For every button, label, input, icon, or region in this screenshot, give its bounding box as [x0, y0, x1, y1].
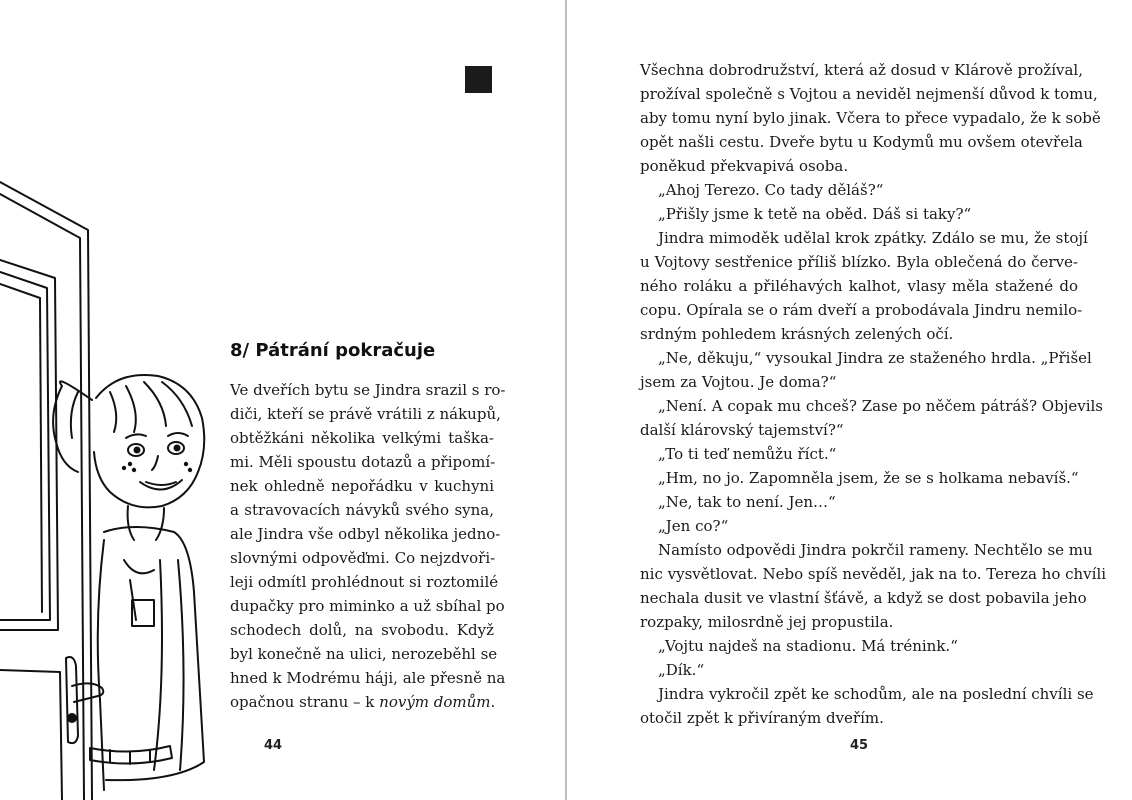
- text-line: nek ohledně nepořádku v kuchyni: [230, 477, 494, 495]
- text-line: ného roláku a přiléhavých kalhot, vlasy měla stažené do: [640, 277, 1078, 295]
- chapter-thumb-tab: [465, 66, 492, 93]
- left-page: [0, 0, 565, 800]
- page-number-left: 44: [264, 738, 283, 753]
- text-line: opět našli cestu. Dveře bytu u Kodymů mu ovšem otevřela: [640, 133, 1083, 151]
- text-line: diči, kteří se právě vrátili z nákupů,: [230, 405, 501, 423]
- text-line: mi. Měli spoustu dotazů a připomí-: [230, 453, 496, 471]
- page-number-right: 45: [850, 738, 869, 753]
- girl-at-door-illustration: [0, 160, 230, 800]
- text-line: hned k Modrému háji, ale přesně na: [230, 669, 506, 687]
- text-line: obtěžkáni několika velkými taška-: [230, 429, 494, 447]
- text-line: rozpaky, milosrdně jej propustila.: [640, 613, 894, 631]
- text-line: „Ne, tak to není. Jen…“: [658, 493, 836, 511]
- text-line: Jindra mimoděk udělal krok zpátky. Zdálo se mu, že stojí: [658, 229, 1088, 247]
- text-line: a stravovacích návyků svého syna,: [230, 501, 494, 519]
- text-line: [230, 690, 494, 714]
- text-line: poněkud překvapivá osoba.: [640, 157, 849, 175]
- text-line: slovnými odpověďmi. Co nejzdvoři-: [230, 549, 496, 567]
- text-line: jsem za Vojtou. Je doma?“: [640, 373, 837, 391]
- text-line: „Není. A copak mu chceš? Zase po něčem pátráš? Objevils: [658, 397, 1104, 415]
- text-line: leji odmítl prohlédnout si roztomilé: [230, 573, 499, 591]
- text-line: u Vojtovy sestřenice příliš blízko. Byla oblečená do červe-: [640, 253, 1078, 271]
- text-line: „To ti teď nemůžu říct.“: [658, 445, 837, 463]
- text-line: „Ne, děkuju,“ vysoukal Jindra ze staženého hrdla. „Přišel: [658, 349, 1092, 367]
- text-segment: .: [490, 693, 496, 711]
- chapter-title: 8/ Pátrání pokračuje: [230, 340, 436, 361]
- text-line: aby tomu nyní bylo jinak. Včera to přece vypadalo, že k sobě: [640, 109, 1101, 127]
- text-line: schodech dolů, na svobodu. Když: [230, 621, 494, 639]
- text-line: „Přišly jsme k tetě na oběd. Dáš si taky?“: [658, 205, 972, 223]
- text-line: prožíval společně s Vojtou a neviděl nejmenší důvod k tomu,: [640, 85, 1098, 103]
- text-line: otočil zpět k přivíraným dveřím.: [640, 709, 884, 727]
- text-line: Jindra vykročil zpět ke schodům, ale na poslední chvíli se: [658, 685, 1094, 703]
- text-line: „Vojtu najdeš na stadionu. Má trénink.“: [658, 637, 958, 655]
- text-line: byl konečně na ulici, nerozeběhl se: [230, 645, 498, 663]
- text-segment: opačnou stranu – k: [230, 693, 380, 711]
- text-line: „Jen co?“: [658, 517, 729, 535]
- text-line: Všechna dobrodružství, která až dosud v Klárově prožíval,: [640, 61, 1083, 79]
- text-line: srdným pohledem krásných zelených očí.: [640, 325, 954, 343]
- emphasis-text: novým domům: [379, 693, 491, 711]
- text-line: „Hm, no jo. Zapomněla jsem, že se s holkama nebavíš.“: [658, 469, 1079, 487]
- right-page: [567, 0, 1132, 800]
- text-line: nechala dusit ve vlastní šťávě, a když se dost pobavila jeho: [640, 589, 1087, 607]
- right-page-text: [640, 58, 1107, 730]
- text-line: ale Jindra vše odbyl několika jedno-: [230, 525, 501, 543]
- text-line: Ve dveřích bytu se Jindra srazil s ro-: [230, 381, 506, 399]
- left-page-text: [230, 378, 506, 714]
- text-line: „Dík.“: [658, 661, 705, 679]
- text-line: nic vysvětlovat. Nebo spíš nevěděl, jak na to. Tereza ho chvíli: [640, 565, 1107, 583]
- text-line: copu. Opírala se o rám dveří a probodávala Jindru nemilo-: [640, 301, 1083, 319]
- text-line: „Ahoj Terezo. Co tady děláš?“: [658, 181, 884, 199]
- text-line: další klárovský tajemství?“: [640, 421, 844, 439]
- text-line: Namísto odpovědi Jindra pokrčil rameny. Nechtělo se mu: [658, 541, 1093, 559]
- text-line: dupačky pro miminko a už sbíhal po: [230, 597, 505, 615]
